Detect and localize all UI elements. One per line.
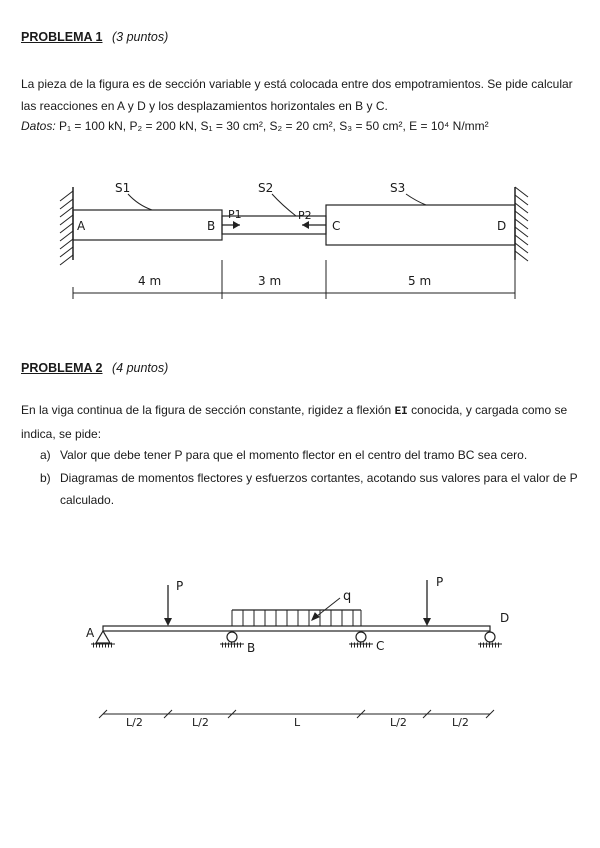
ei-symbol: EI — [394, 406, 408, 418]
problem2-statement-b: conocida, y cargada como se indica, se pide: — [21, 403, 568, 441]
problem1-statement: La pieza de la figura es de sección variable y está colocada entre dos empotramientos. Se pide calcular las reacciones en A y D y los desplazamientos horizontales en B y C. — [21, 77, 573, 113]
dim-L2-1: L/2 — [126, 716, 143, 729]
leader-S3 — [406, 194, 426, 205]
label-D: D — [500, 611, 510, 625]
datos-label: Datos: — [21, 119, 56, 133]
item-b-text: Diagramas de momentos flectores y esfuerzos cortantes, acotando sus valores para el valor de P calculado. — [60, 471, 578, 507]
distributed-load-q — [232, 598, 361, 626]
label-D: D — [497, 219, 507, 233]
datos-values: P₁ = 100 kN, P₂ = 200 kN, S₁ = 30 cm², S₂ = 20 cm², S₃ = 50 cm², E = 10⁴ N/mm² — [59, 119, 489, 133]
beam — [103, 626, 490, 631]
label-B: B — [207, 219, 216, 233]
label-C: C — [376, 639, 385, 653]
segment-AB — [73, 210, 222, 240]
dim-3m: 3 m — [258, 274, 282, 288]
problem2-statement-a: En la viga continua de la figura de sección constante, rigidez a flexión — [21, 403, 392, 417]
dim-L2-3: L/2 — [390, 716, 407, 729]
item-a-text: Valor que debe tener P para que el momento flector en el centro del tramo BC sea cero. — [60, 448, 528, 462]
problem1-title: PROBLEMA 1 — [21, 30, 103, 44]
label-S1: S1 — [115, 181, 131, 195]
leader-S2 — [272, 194, 296, 216]
load-P-left — [164, 585, 172, 626]
dim-L2-4: L/2 — [452, 716, 469, 729]
support-D — [478, 632, 502, 645]
wall-left — [60, 187, 73, 265]
label-A: A — [86, 626, 95, 640]
label-P-left: P — [176, 579, 184, 593]
problem1-points: (3 puntos) — [111, 30, 169, 44]
problem2-points: (4 puntos) — [111, 361, 169, 375]
list-item-b — [40, 467, 580, 511]
load-P-right — [423, 580, 431, 626]
problem1-header — [21, 30, 168, 44]
problem2-figure — [0, 570, 600, 740]
segment-CD — [326, 205, 515, 245]
problem2-header — [21, 361, 168, 375]
support-A — [91, 631, 115, 645]
dim-L: L — [294, 716, 301, 729]
label-P2: P2 — [298, 209, 312, 222]
dim-L2-2: L/2 — [192, 716, 209, 729]
support-C — [349, 632, 373, 645]
force-P1-arrow — [222, 221, 240, 229]
dim-4m: 4 m — [138, 274, 162, 288]
label-S2: S2 — [258, 181, 274, 195]
list-item-a — [40, 444, 560, 466]
leader-S1 — [128, 194, 152, 210]
problem2-title: PROBLEMA 2 — [21, 361, 103, 375]
label-q: q — [343, 589, 352, 604]
item-a-marker: a) — [40, 448, 51, 462]
force-P2-arrow — [302, 221, 326, 229]
label-P1: P1 — [228, 208, 242, 221]
label-A: A — [77, 219, 86, 233]
problem2-statement — [21, 399, 581, 445]
dim-5m: 5 m — [408, 274, 432, 288]
label-C: C — [332, 219, 341, 233]
wall-right — [515, 187, 528, 261]
support-B — [220, 632, 244, 645]
label-S3: S3 — [390, 181, 406, 195]
label-B: B — [247, 641, 256, 655]
problem1-figure — [0, 175, 600, 315]
label-P-right: P — [436, 575, 444, 589]
item-b-marker: b) — [40, 471, 51, 485]
problem1-datos — [21, 119, 489, 133]
